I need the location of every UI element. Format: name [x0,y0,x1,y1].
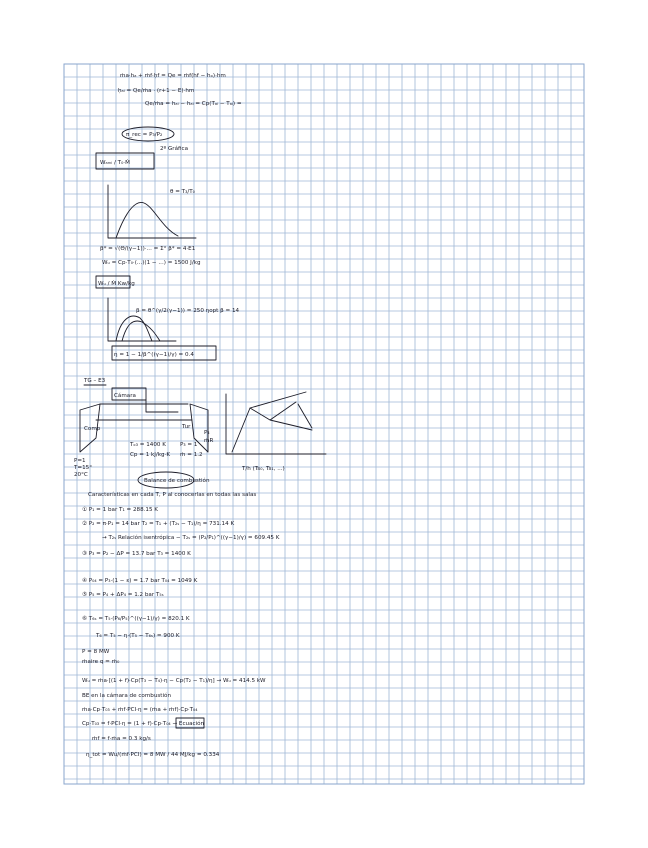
bottom-line-3: Cp·T₀₃ = f·PCI·η = (1 + f)·Cp·T₀₄ → Ecuación [82,721,205,727]
graph-paper-grid [64,64,584,784]
condition-left-2: 20°C [74,472,88,478]
state-line-7: ⑥ T₆ₛ = T₅·(P₆/P₅)^((γ−1)/γ) = 820.1 K [82,616,190,622]
right-label-1: ṁR [204,438,214,444]
bottom-line-4: ṁf = f·ṁa = 0.3 kg/s [92,736,151,742]
equation-line-1: ṁa·hₐ + ṁf·ḥf = Qe = ṁf(hf − hₒ)·hm [120,73,226,79]
state-line-3: → T₂ₛ Relación isentrópica − T₂ₛ = (P₂/P₁)^((γ−1)/γ) = 609.45 K [102,535,280,541]
diagram-caption: T/h (Ts₀, Ts₁, ...) [242,466,285,472]
right-label-0: P₄ [204,430,210,436]
state-line-2: ② P₂ = π·P₁ = 14 bar T₂ = T₁ + (T₂ₛ − T₁)/η = 731.14 K [82,521,235,527]
theta-label: θ = T₃/T₀ [170,189,195,195]
grafique-label: 2º Gráfica [160,146,189,152]
mid-label-0: Tₒ₃ = 1400 K [130,442,166,448]
condition-left-0: P=1 [74,458,86,464]
state-line-8: T₆ = T₅ − η·(T₅ − T₆ₛ) = 900 K [96,633,180,639]
mid-label-3: P₃ = 1 [180,442,198,448]
balance-text: Balance de combustión [144,478,210,484]
bottom-line-5: η_tot = Wu/(ṁf·PCI) = 8 MW / 44 MJ/kg = 0.334 [86,752,220,758]
beta-equation: β* = √(Θ/(γ−1))·... = Σ° β* = 4·E1 [100,246,196,252]
ratio-box-text: π_rec = P₃/P₂ [126,132,163,138]
extra-line-2: ṁaire q = ṁ₀ [82,659,120,665]
bottom-line-2: ṁa·Cp·T₀₃ + ṁf·PCI·η = (ṁa + ṁf)·Cp·T₀₄ [82,707,198,713]
wu-equation: Wᵤ = Cp·T₀·(...)(1 − ...) = 1500 J/kg [102,260,201,266]
optimum-equation: β = θ^(γ/2(γ−1)) = 250 ηopt β = 14 [136,308,240,314]
mid-label-1: Cp = 1 kJ/kg·K [130,452,171,458]
bottom-line-1: BE en la cámara de combustión [82,693,172,699]
wu-box-text: Wᵤ / Ṁ Kw/kg [98,281,135,287]
turbine-label: Tur [182,424,191,430]
equation-line-3: Qe/ṁa = hₐᵢ − hₐᵢ = Cp(Tₐᵢ − Tₐᵢ) = [145,101,242,107]
state-line-6: ⑤ P₅ = P₄ + ΔP₄ = 1.2 bar T₅ₛ [82,592,164,598]
extra-line-3: Wᵤ = ṁa·[(1 + f)·Cp(T₃ − T₄)·η − Cp(T₂ − T₁)/η] → Wᵤ = 414.5 kW [82,678,266,684]
equation-line-2: ḥₐᵢ = Qe/ṁa · (r+1 − E)·hm [118,88,195,94]
eta-box-text: η = 1 − 1/β^((γ−1)/γ) = 0.4 [114,352,194,358]
state-line-4: ③ P₃ = P₂ − ΔP = 13.7 bar T₃ = 1400 K [82,551,191,557]
condition-left-1: T=15° [74,465,93,471]
extra-line-1: P = 8 MW [82,649,110,655]
intro-text: Características en cada T, P al conocerlas en todas las salas [88,492,257,498]
compressor-label: Comp [84,426,101,432]
work-box-text: Wₐₘᵢ / T₀·Ṁ [100,160,130,166]
state-line-5: ④ P₀₄ = P₃·(1 − ε) = 1.7 bar T₀₄ = 1049 K [82,578,198,584]
combustor-label: Cámara [114,393,136,399]
mid-label-2: ṁ = 1.2 [180,452,203,458]
state-line-1: ① P₁ = 1 bar T₁ = 288.15 K [82,507,158,513]
section-title: TG – E3 [84,378,106,384]
